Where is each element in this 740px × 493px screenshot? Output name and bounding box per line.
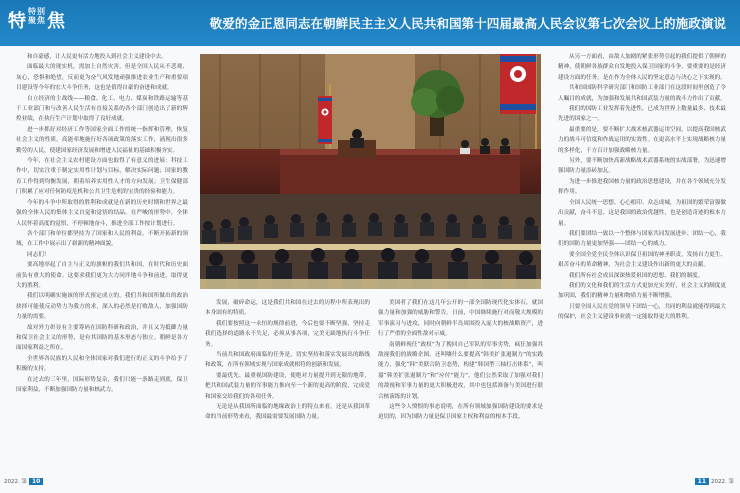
paragraph: 无论是从我国所面临的地缘政治上的特点来看，还是从我国革命的当前形势来看，我国最需要发展国防力量。 [205, 404, 370, 421]
paragraph: 要全国全党全民全体认识保卫祖国的神圣职责，发扬自力更生、艰苦奋斗的革命精神，为社会主义建设作出新的更大的贡献。 [558, 251, 726, 269]
page-number-left: 10 [29, 478, 43, 485]
paragraph: 我们所有社会成员深深热爱祖国的思想、我们的制度。 [569, 272, 704, 279]
article-headline: 敬爱的金正恩同志在朝鲜民主主义人民共和国第十四届最高人民会议第七次会议上的施政演说 [209, 16, 726, 31]
paragraph: 全世界各民族的人民和全体国家对我们进行的正义的斗争给予了积极的支持。 [16, 355, 188, 373]
text-column-3 [378, 298, 543, 474]
paragraph: 进一步抓好对经济工作等国家全面工作的统一指挥和管理，恢复社会主义的性质，高能率地施行好各项政策的落实工作，涌现出很多勤劳的人民，使建国家经济发展和增进人民福祉的基础积极夯实。 [16, 126, 188, 154]
page-number-right: 11 [695, 478, 709, 485]
footer-left-year: 2022. 第 [4, 479, 27, 485]
assembly-hall-illustration [200, 54, 541, 289]
text-column-2 [205, 298, 370, 474]
paragraph: 共和国国防科学研究部门和国防工业部门在这段时间里创造了令人瞩目的成就，为加强和发展共和国武装力量的战斗力作出了贡献。 [558, 85, 726, 102]
section-char-1: 特 [8, 11, 27, 32]
text-column-4 [558, 52, 726, 472]
section-label [8, 7, 66, 33]
paragraph: 我们的国防工业发挥着先进性，已成为世界上数量最多、技术最先进的国家之一。 [558, 106, 726, 123]
paragraph: 发展，破碎命运，这是我们共和国在过去的历程中所表现出的本身固有的特质。 [205, 300, 370, 317]
paragraph: 美国者了我们在这几年公开的一部全国防现代化实体石，就国强力量和加强的威胁和警告。日前，中国继续施行对而敬大规模的军事演习与进攻，同时向朝鲜半岛周围投入庞大的核战略资产，进行了严重的全面性敌对示威。 [378, 300, 543, 338]
footer-left [4, 477, 45, 485]
paragraph: 今年，在社会主义农村建设方面也取得了有意义的进展：科技工作中，切实注重于制定实用性计划与目标，解决实际问题；国家的教育工作得到均衡发展，朝着培养实用性人才的方向发展；卫生保健部门积累了应对任何防疫危机和公共卫生危机的宝贵的经验和能力。 [16, 158, 188, 196]
paragraph: 当前共和国政府面临的任务是，切实坚持和落实发展出的路线和政策，在所有领域实现与国家成就相符的创新和发展。 [205, 352, 370, 369]
paragraph: 只要全国人民在党的领导下团结一心，共同的利益就能得到最大的保护，社会主义建设事业就一定能取得更大的胜利。 [558, 303, 726, 321]
paragraph: 要最优先、最重视国防建设，使绝对力量提升到无限的地带，把共和国武装力量的军事能力推向至一个新的更高的阶段，完成党和国家交给我们的各项任务。 [205, 372, 370, 400]
paragraph: 要高地举起了自主与正义的旗帜的我们共和国，在时代和历史面前负有重大的使命。这要求我们更为大力同泮地斗争和前进，取得更大的胜利。 [16, 262, 188, 289]
paragraph: 我们要按照这一永恒的规律前进，今后也要不断坚强，坚持走我们选择的道路永不失足，必须从事各项，完美无缺地执行斗争任务。 [205, 320, 370, 348]
paragraph: 另外，要不断加快高新战略战术武器系统的实战部署，为迅速增强国防力量添砖加瓦。 [558, 158, 726, 175]
paragraph: 和自豪感，让人民更有活力地投入到社会主义建设中去。 [27, 54, 167, 60]
paragraph: 最重要的是，要不断扩大战术核武器运用空间，以提高我国核武力的战斗可信度和作战运用的实效性。在更高水平上实现战略核力量的多样化，千方百计加强战略核力量。 [558, 126, 726, 154]
section-small-bottom: 聚焦 [28, 16, 46, 25]
section-small-top: 特别 [28, 7, 46, 16]
paragraph: 故对外力彰显有主要筹码在国防科研和政治，并且又为抵御力量和保卫社会主义的形势，是有其国防的基本形态与独立。朝鲜是各方面国家利益之所在。 [16, 324, 188, 352]
paragraph: 在过去的三年里，国际形势复杂，我们只能一条路走到底，保卫国家利益，不断加强国防力量和核武力。 [16, 376, 188, 393]
paragraph: 我们以明确实施该的形式预定成立的，我们共和国所做出的政治抉择可能使反动势力为我方的求，深入的必然是打败敌人、加强国防力量的需要。 [16, 293, 188, 321]
paragraph: 自立经济的主战线——粮食、化工、电力、煤炭和铁路运输等基干工业部门和与改善人民生活有直接关系的各个部门创造出了新的辉煌业绩，在执行生产计划中取得了良好成就。 [16, 95, 188, 123]
paragraph: 我们要团结一致以一个整体与国家共同发展进步、团结一心，我们的国防力量更加坚强——团结一心的威力。 [558, 230, 726, 248]
paragraph: 全国人民统一思想、心心相印、众志成城，为祖国的繁荣富强做出贡献，奋斗不息。这是我国的政治优越性，也是创造奇迹的根本力量。 [558, 199, 726, 227]
paragraph: 各个部门和单位都坚持为了国家和人民的利益，不断开拓新的领域，在工作中展示出了崭新的精神面貌。 [16, 230, 188, 248]
text-column-1 [16, 52, 188, 472]
assembly-photo [200, 54, 541, 289]
paragraph: 这些令人愤恨的事态说明，在所有领域加强国防建设的要求是迫切的，因为国防力量是保卫国家主权和利益的根本手段。 [378, 404, 543, 421]
section-char-2: 焦 [47, 11, 66, 32]
paragraph: 同志们！ [27, 251, 50, 258]
paragraph: 面临最大的现实机，需加上自然灾害，但是全国人民从不悲观、灰心，恐惧和绝望，反而更为奋气风发地顽强推进农业生产和重要项目建设等今年的宏大斗争任务，这也是值得自豪的奋进和成就。 [16, 64, 188, 92]
paragraph: 从另一方面看，由敌人加剧的紧张形势引起的我们提供了朝鲜的精神，使朝鲜各族群众自发地投入保卫国家的斗争。要重要的是经济建设方面的任务，是在作为全体人民的坚定意志与决心之下实现的。 [558, 54, 726, 81]
footer-right [693, 477, 734, 485]
paragraph: 今年的斗争中所取得的胜利和成就是在新的历史时期和世界之最强的全体人民的集体主义自觉和觉悟的结晶。在严峻的形势中，全体人民怀着高度的觉悟，不停顿地奋斗，推进全部工作按计划进行。 [16, 199, 188, 227]
paragraph: 南朝鲜现任“政权”为了挽回自己军队的军事劣势，疯狂加强其敌视我们的战略企图，还叫嚷什么要提高“韩美扩张遏制力”的实践能力，强化“韩”美联合防卫态势，构建“韩国型三轴打击体系”，叫嚣“韩美扩张遏制力”和“应付”能力”，他们公然采取了加强对我们的敌视和军事力量的更大积极进攻，其中也包括准备与美国进行联合核演练的计划。 [378, 341, 543, 400]
footer-right-year: 2022. 第 [711, 479, 734, 485]
section-small-label [28, 7, 46, 25]
paragraph: 我们的文化和我们的生活方式更加充实美好，社会主义的制度更加巩固，我们的精神力量和物质力量不断增强。 [558, 282, 726, 300]
paragraph: 为进一步推进我国核力量的政治思想建设，并在各个领域充分发挥作用。 [558, 178, 726, 196]
header-banner [0, 0, 740, 46]
